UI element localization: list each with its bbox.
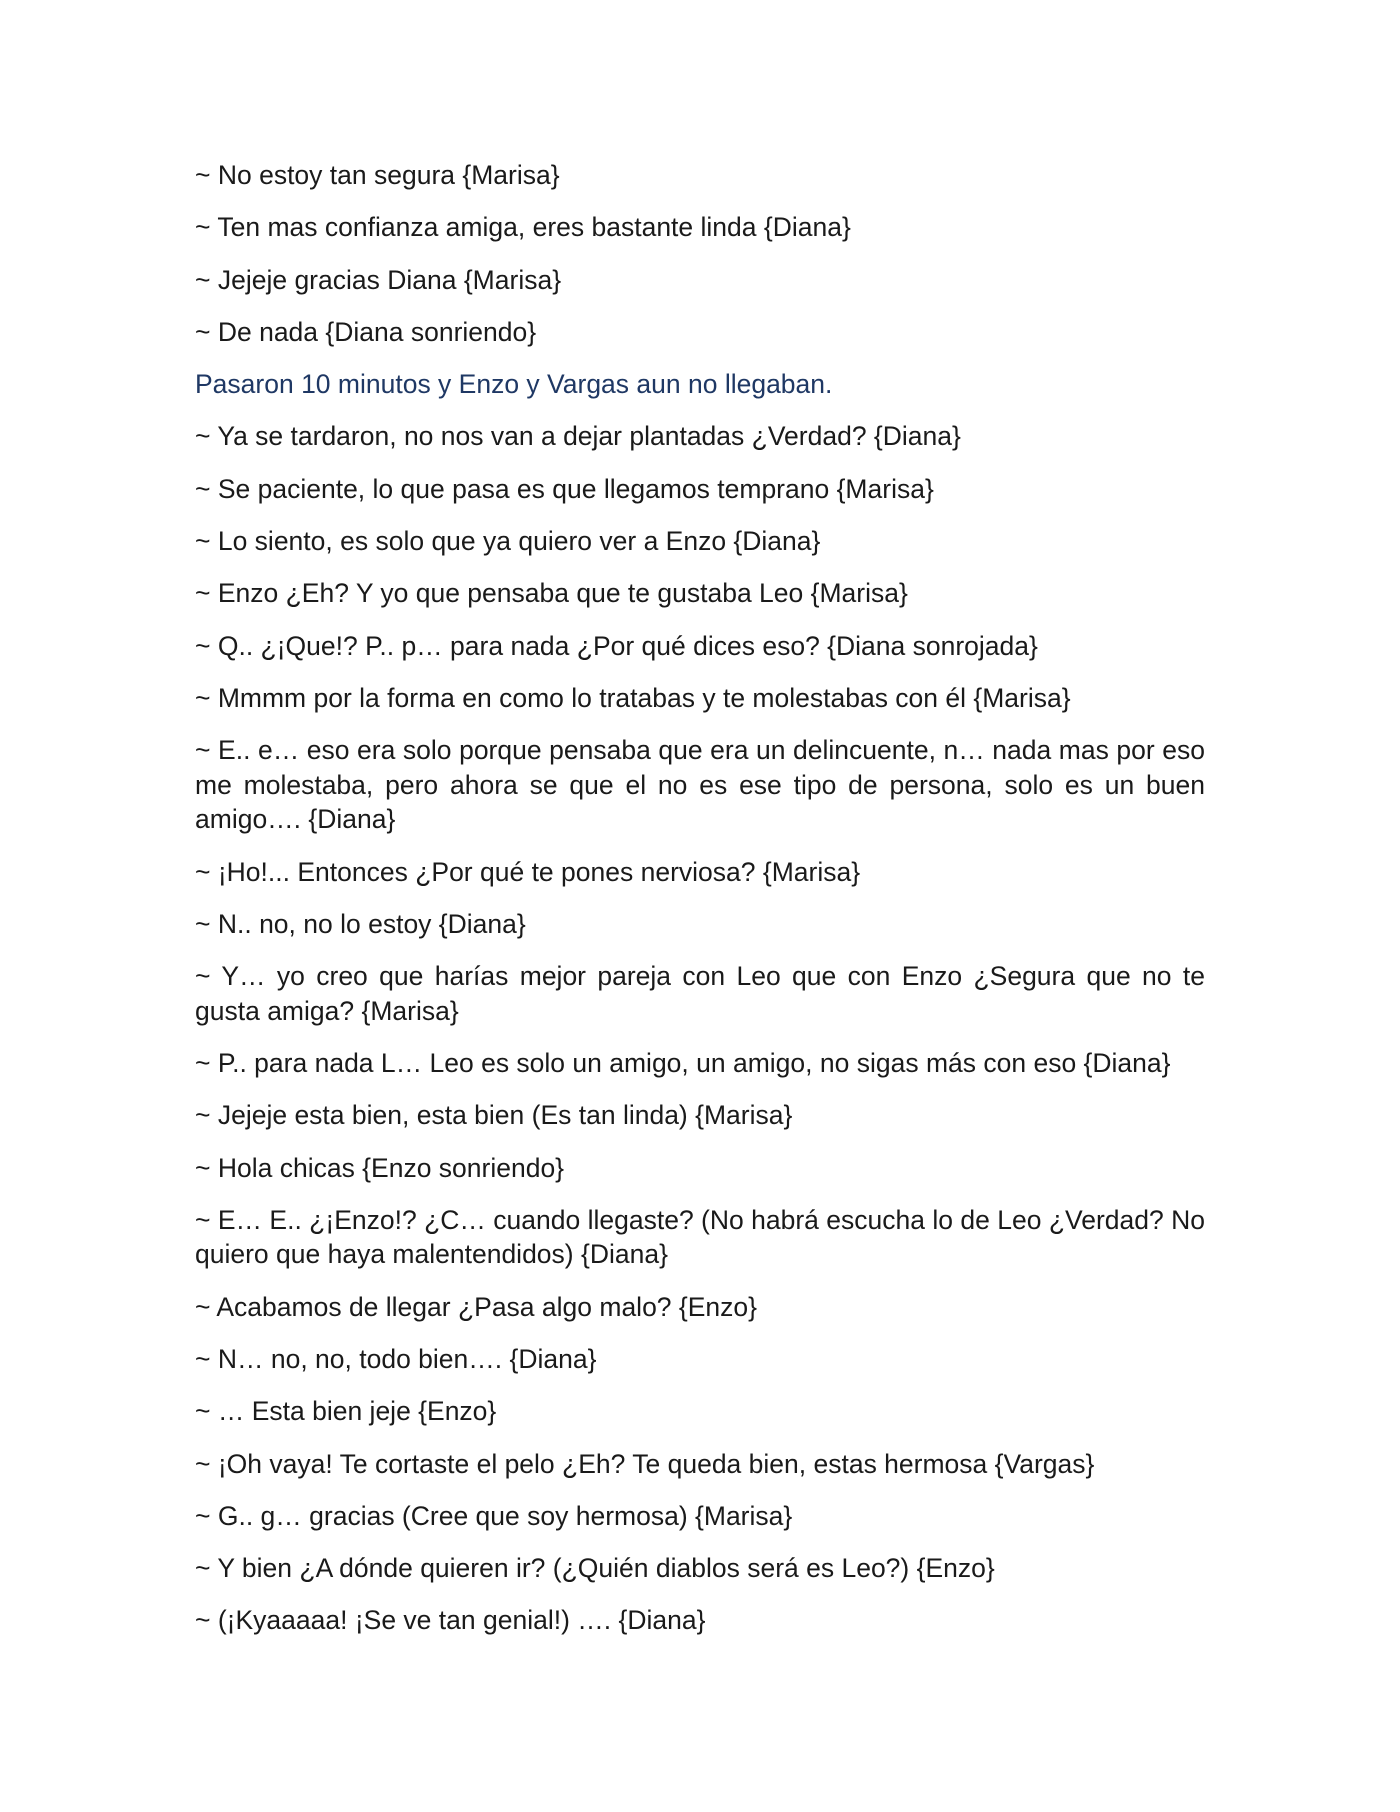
dialogue-line: ~ Y bien ¿A dónde quieren ir? (¿Quién diablos será es Leo?) {Enzo}	[195, 1553, 995, 1584]
dialogue-line: ~ Jejeje gracias Diana {Marisa}	[195, 264, 562, 295]
dialogue-line: ~ De nada {Diana sonriendo}	[195, 316, 537, 347]
dialogue-line: ~ Ya se tardaron, no nos van a dejar plantadas ¿Verdad? {Diana}	[195, 421, 961, 452]
dialogue-line: ~ Jejeje esta bien, esta bien (Es tan linda) {Marisa}	[195, 1100, 793, 1131]
dialogue-line: ~ G.. g… gracias (Cree que soy hermosa) {Marisa}	[195, 1500, 793, 1531]
dialogue-line: ~ (¡Kyaaaaa! ¡Se ve tan genial!) …. {Diana}	[195, 1605, 706, 1636]
dialogue-line: ~ E.. e… eso era solo porque pensaba que era un delincuente, n… nada mas por eso me molestaba, pero ahora se que el no es ese tipo de persona, solo es un buen amigo…. {Diana}	[195, 735, 1205, 835]
dialogue-line: ~ Ten mas confianza amiga, eres bastante linda {Diana}	[195, 212, 851, 243]
document-body	[195, 158, 1205, 1656]
dialogue-line: ~ … Esta bien jeje {Enzo}	[195, 1396, 497, 1427]
dialogue-line: ~ N.. no, no lo estoy {Diana}	[195, 908, 526, 939]
narration-line: Pasaron 10 minutos y Enzo y Vargas aun no llegaban.	[195, 369, 833, 400]
dialogue-line: ~ Acabamos de llegar ¿Pasa algo malo? {Enzo}	[195, 1291, 758, 1322]
dialogue-line: ~ ¡Oh vaya! Te cortaste el pelo ¿Eh? Te queda bien, estas hermosa {Vargas}	[195, 1448, 1095, 1479]
dialogue-line: ~ Y… yo creo que harías mejor pareja con Leo que con Enzo ¿Segura que no te gusta amiga? {Marisa}	[195, 961, 1205, 1026]
dialogue-line: ~ Mmmm por la forma en como lo tratabas y te molestabas con él {Marisa}	[195, 682, 1071, 713]
dialogue-line: ~ N… no, no, todo bien…. {Diana}	[195, 1343, 597, 1374]
dialogue-line: ~ P.. para nada L… Leo es solo un amigo, un amigo, no sigas más con eso {Diana}	[195, 1047, 1171, 1078]
dialogue-line: ~ Enzo ¿Eh? Y yo que pensaba que te gustaba Leo {Marisa}	[195, 578, 908, 609]
dialogue-line: ~ ¡Ho!... Entonces ¿Por qué te pones nerviosa? {Marisa}	[195, 856, 861, 887]
dialogue-line: ~ Lo siento, es solo que ya quiero ver a Enzo {Diana}	[195, 526, 821, 557]
dialogue-line: ~ E… E.. ¿¡Enzo!? ¿C… cuando llegaste? (No habrá escucha lo de Leo ¿Verdad? No quiero que haya malentendidos) {Diana}	[195, 1204, 1205, 1270]
dialogue-line: ~ Hola chicas {Enzo sonriendo}	[195, 1152, 565, 1183]
dialogue-line: ~ No estoy tan segura {Marisa}	[195, 160, 560, 190]
dialogue-line: ~ Q.. ¿¡Que!? P.. p… para nada ¿Por qué dices eso? {Diana sonrojada}	[195, 630, 1038, 661]
dialogue-line: ~ Se paciente, lo que pasa es que llegamos temprano {Marisa}	[195, 473, 934, 504]
